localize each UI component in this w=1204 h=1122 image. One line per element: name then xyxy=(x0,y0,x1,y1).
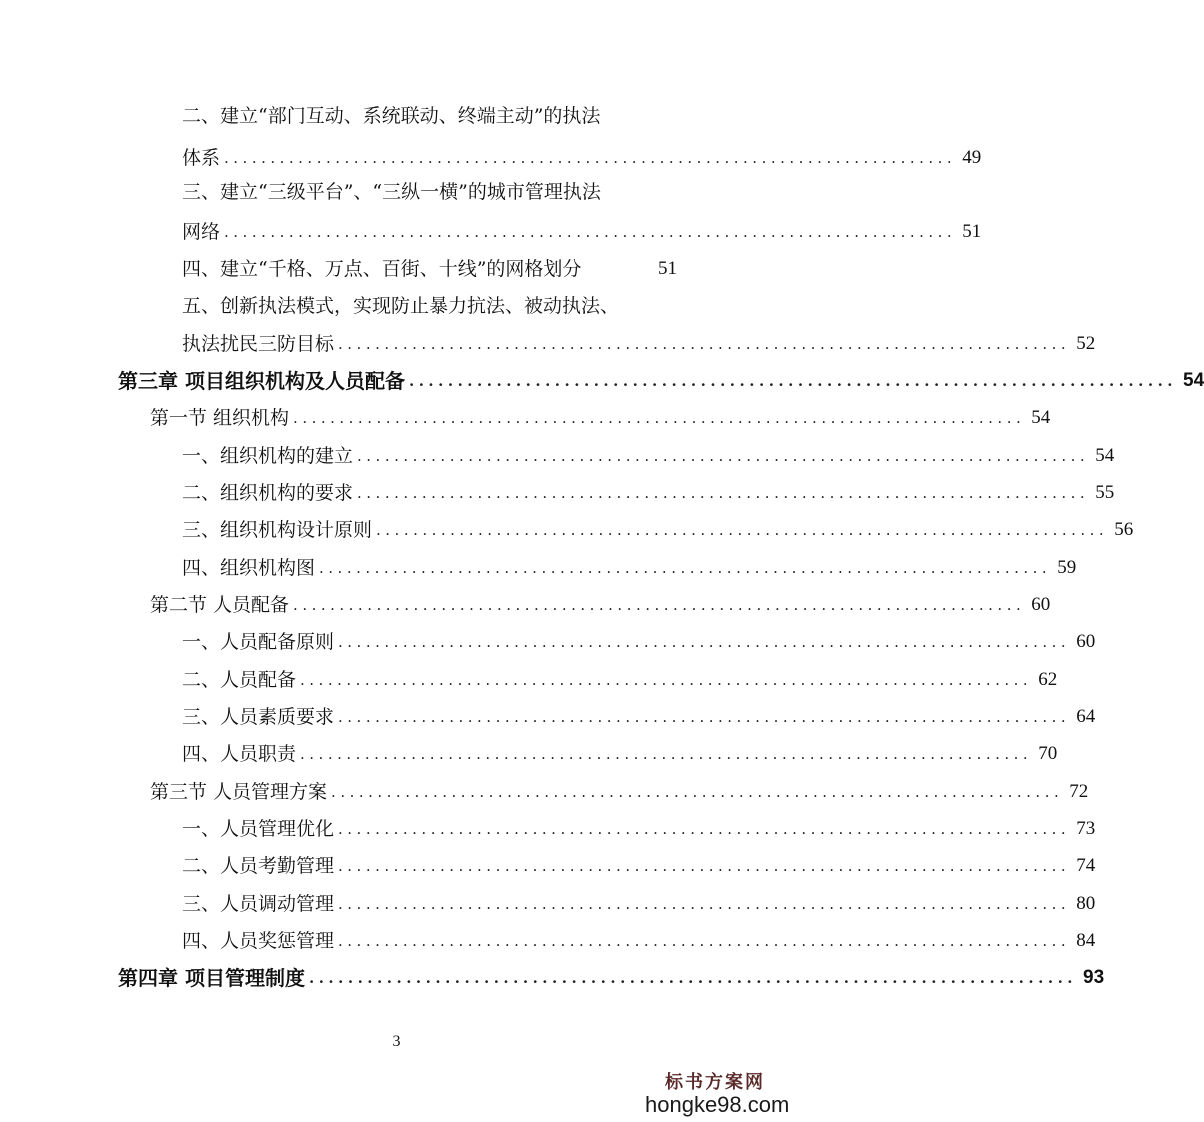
toc-entry-title: 一、组织机构的建立 xyxy=(182,445,354,467)
dot-leader: ............................................................................... xyxy=(357,447,1090,465)
toc-entry[interactable] xyxy=(182,668,1058,692)
dot-leader: ............................................................................... xyxy=(319,559,1052,577)
toc-entry[interactable] xyxy=(182,481,1115,505)
toc-page-number: 72 xyxy=(1069,781,1089,802)
dot-leader: ............................................................................... xyxy=(331,783,1064,801)
toc-chapter-4[interactable] xyxy=(118,966,1105,990)
toc-entry[interactable] xyxy=(182,220,982,244)
toc-chapter-title: 第四章 项目管理制度 xyxy=(118,966,305,990)
toc-page-number: 93 xyxy=(1083,967,1105,988)
toc-page-number: 64 xyxy=(1076,706,1096,727)
toc-entry-text: 五、创新执法模式，实现防止暴力抗法、被动执法、 xyxy=(182,295,620,317)
dot-leader: ............................................................................... xyxy=(300,671,1033,689)
dot-leader: ............................................................................... xyxy=(338,708,1071,726)
toc-chapter-3[interactable] xyxy=(118,369,1204,393)
toc-entry-title: 四、人员职责 xyxy=(182,743,297,765)
toc-chapter-title: 第三章 项目组织机构及人员配备 xyxy=(118,369,405,393)
toc-entry-title: 体系 xyxy=(182,147,221,169)
dot-leader: ............................................................................... xyxy=(376,521,1109,539)
toc-page-number: 56 xyxy=(1114,519,1134,540)
dot-leader: ............................................................................... xyxy=(338,633,1071,651)
toc-entry-text: 二、建立“部门互动、系统联动、终端主动”的执法 xyxy=(182,105,601,127)
dot-leader: ............................................................................... xyxy=(224,223,957,241)
toc-page-number: 74 xyxy=(1076,855,1096,876)
toc-page-number: 80 xyxy=(1076,893,1096,914)
toc-entry[interactable] xyxy=(182,518,1134,542)
toc-section-1[interactable] xyxy=(150,406,1051,430)
toc-entry-title: 四、组织机构图 xyxy=(182,557,316,579)
toc-section-2[interactable] xyxy=(150,593,1051,617)
dot-leader: ............................................................................... xyxy=(338,857,1071,875)
dot-leader: ............................................................................... xyxy=(338,820,1071,838)
dot-leader: ............................................................................... xyxy=(357,484,1090,502)
toc-page-number: 54 xyxy=(1031,407,1051,428)
toc-entry-title: 网络 xyxy=(182,221,221,243)
dot-leader: ............................................................................... xyxy=(308,969,1078,987)
toc-entry-title: 二、人员配备 xyxy=(182,669,297,691)
toc-page-number: 60 xyxy=(1031,594,1051,615)
watermark-logo-text: 标书方案网 xyxy=(665,1072,765,1093)
toc-section-title: 第一节 组织机构 xyxy=(150,407,290,429)
toc-entry-title: 执法扰民三防目标 xyxy=(182,333,335,355)
dot-leader: ............................................................................... xyxy=(338,932,1071,950)
toc-entry-title: 四、人员奖惩管理 xyxy=(182,930,335,952)
toc-entry-title: 三、组织机构设计原则 xyxy=(182,519,373,541)
page-number: 3 xyxy=(392,1033,401,1050)
toc-page-number: 60 xyxy=(1076,631,1096,652)
toc-entry-title: 二、人员考勤管理 xyxy=(182,855,335,877)
toc-entry[interactable] xyxy=(182,630,1096,654)
toc-entry-title: 三、人员素质要求 xyxy=(182,706,335,728)
dot-leader: ............................................................................... xyxy=(293,409,1026,427)
dot-leader: ............................................................................... xyxy=(224,149,957,167)
toc-page-number: 55 xyxy=(1095,482,1115,503)
toc-entry-title: 二、组织机构的要求 xyxy=(182,482,354,504)
toc-entry[interactable] xyxy=(182,257,677,281)
watermark-url: hongke98.com xyxy=(645,1092,790,1117)
toc-entry[interactable] xyxy=(182,929,1096,953)
toc-page-number: 59 xyxy=(1057,557,1077,578)
toc-page-number: 70 xyxy=(1038,743,1058,764)
toc-entry[interactable] xyxy=(182,892,1096,916)
toc-entry[interactable] xyxy=(182,742,1058,766)
toc-page-number: 84 xyxy=(1076,930,1096,951)
toc-page-number: 73 xyxy=(1076,818,1096,839)
toc-page-number: 49 xyxy=(962,147,982,168)
dot-leader: ............................................................................... xyxy=(293,596,1026,614)
toc-entry[interactable] xyxy=(182,705,1096,729)
toc-section-title: 第二节 人员配备 xyxy=(150,594,290,616)
toc-entry[interactable] xyxy=(182,146,982,170)
toc-page-number: 54 xyxy=(1183,370,1204,391)
toc-entry-title: 四、建立“千格、万点、百街、十线”的网格划分 xyxy=(182,258,582,280)
toc-page-number: 52 xyxy=(1076,333,1096,354)
dot-leader: ............................................................................... xyxy=(338,335,1071,353)
toc-entry-title: 三、人员调动管理 xyxy=(182,893,335,915)
toc-entry-title: 一、人员配备原则 xyxy=(182,631,335,653)
dot-leader: ............................................................................... xyxy=(300,745,1033,763)
toc-entry[interactable] xyxy=(182,332,1096,356)
toc-page-number: 54 xyxy=(1095,445,1115,466)
toc-entry-text: 三、建立“三级平台”、“三纵一横”的城市管理执法 xyxy=(182,181,601,203)
toc-entry-title: 一、人员管理优化 xyxy=(182,818,335,840)
dot-leader: ............................................................................... xyxy=(338,895,1071,913)
toc-entry[interactable] xyxy=(182,854,1096,878)
toc-section-title: 第三节 人员管理方案 xyxy=(150,781,328,803)
toc-entry[interactable] xyxy=(182,444,1115,468)
toc-entry[interactable] xyxy=(182,556,1077,580)
toc-section-3[interactable] xyxy=(150,780,1089,804)
toc-page-number: 62 xyxy=(1038,669,1058,690)
toc-entry[interactable] xyxy=(182,817,1096,841)
toc-page-number: 51 xyxy=(658,258,677,279)
dot-leader: ............................................................................... xyxy=(408,372,1178,390)
toc-page-number: 51 xyxy=(962,221,982,242)
